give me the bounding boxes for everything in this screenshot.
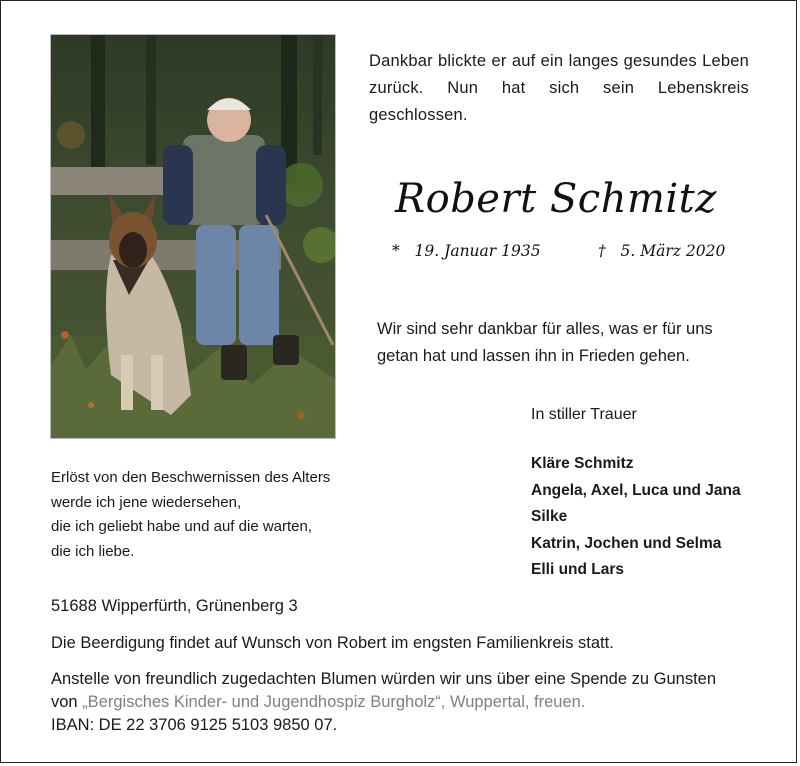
family-list	[531, 451, 741, 584]
poem-line: die ich liebe.	[51, 542, 135, 560]
hospiz-name: „Bergisches Kinder- und Jugendhospiz Burgholz“, Wuppertal, freuen.	[82, 693, 586, 711]
poem	[51, 466, 371, 564]
address: 51688 Wipperfürth, Grünenberg 3	[51, 597, 298, 615]
iban: IBAN: DE 22 3706 9125 5103 9850 07.	[51, 716, 338, 734]
family-member: Silke	[531, 508, 568, 525]
intro-text: Dankbar blickte er auf ein langes gesundes Leben zurück. Nun hat sich sein Lebenskreis geschlossen.	[369, 52, 749, 124]
poem-line: die ich geliebt habe und auf die warten,	[51, 518, 313, 535]
donation-line-1: Anstelle von freundlich zugedachten Blumen würden wir uns über eine Spende zu Gunsten	[51, 670, 717, 688]
portrait-photo	[50, 34, 336, 439]
deceased-name: Robert Schmitz	[395, 176, 717, 222]
family-member: Elli und Lars	[531, 561, 625, 578]
family-member: Katrin, Jochen und Selma	[531, 534, 722, 552]
family-member: Angela, Axel, Luca und Jana	[531, 481, 741, 499]
poem-line: werde ich jene wiedersehen,	[51, 493, 242, 511]
funeral-note: Die Beerdigung findet auf Wunsch von Robert im engsten Familienkreis statt.	[51, 634, 614, 652]
birth-date: 19. Januar 1935	[414, 242, 541, 260]
birth-symbol: *	[392, 242, 400, 260]
donation-note	[51, 668, 761, 737]
death-symbol: †	[598, 242, 606, 260]
mourning-label: In stiller Trauer	[531, 406, 637, 423]
donation-line-2	[51, 691, 761, 714]
donation-prefix: von	[51, 693, 83, 711]
poem-line: Erlöst von den Beschwernissen des Alters	[51, 469, 331, 486]
family-member: Kläre Schmitz	[531, 455, 634, 472]
death-date-line	[598, 242, 725, 260]
photo-illustration	[51, 35, 336, 439]
death-date: 5. März 2020	[620, 242, 726, 260]
birth-date-line	[392, 242, 541, 260]
thanks-text: Wir sind sehr dankbar für alles, was er für uns getan hat und lassen ihn in Frieden gehen.	[377, 320, 713, 365]
